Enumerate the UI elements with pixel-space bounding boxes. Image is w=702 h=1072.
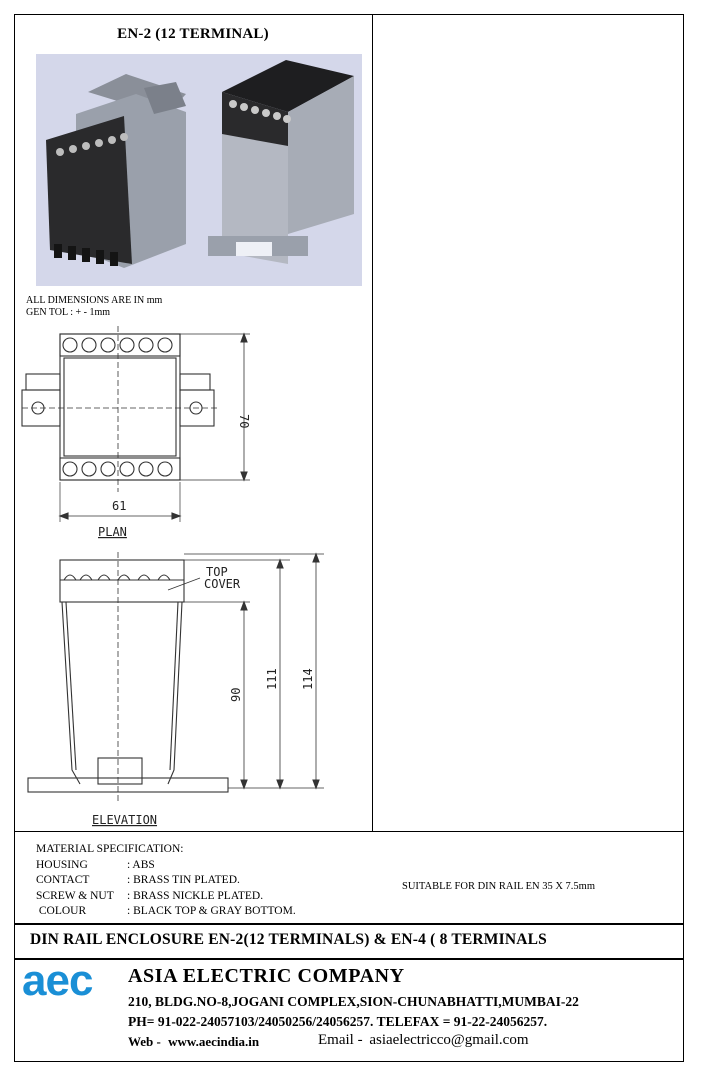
spec-key: COLOUR bbox=[36, 905, 87, 917]
material-spec-title: MATERIAL SPECIFICATION: bbox=[36, 843, 184, 855]
company-email-row bbox=[318, 1032, 528, 1049]
elevation-dimension-114: 114 bbox=[301, 668, 315, 690]
section-divider-heading-top bbox=[14, 923, 684, 925]
company-phone: PH= 91-022-24057103/24050256/24056257. TELEFAX = 91-22-24056257. bbox=[128, 1014, 548, 1029]
dimensions-note: ALL DIMENSIONS ARE IN mm bbox=[26, 295, 163, 306]
spec-row bbox=[36, 873, 296, 889]
spec-row bbox=[36, 904, 296, 920]
elevation-dimension-90: 90 bbox=[229, 687, 243, 702]
spec-row bbox=[36, 858, 296, 874]
top-cover-label-line1: TOP bbox=[206, 565, 228, 579]
spec-value: : BRASS NICKLE PLATED. bbox=[127, 889, 264, 902]
company-name: ASIA ELECTRIC COMPANY bbox=[128, 965, 405, 987]
company-address: 210, BLDG.NO-8,JOGANI COMPLEX,SION-CHUNABHATTI,MUMBAI-22 bbox=[128, 994, 579, 1009]
material-specification bbox=[36, 842, 296, 920]
email-label: Email - bbox=[318, 1032, 363, 1048]
elevation-dimension-111: 111 bbox=[265, 668, 279, 690]
web-label: Web - bbox=[128, 1034, 161, 1049]
spec-key: HOUSING bbox=[36, 858, 88, 871]
company-web-row bbox=[128, 1034, 259, 1050]
product-photo bbox=[36, 54, 362, 286]
plan-label: PLAN bbox=[98, 525, 127, 539]
spec-key: SCREW & NUT bbox=[36, 889, 114, 902]
spec-value: : ABS bbox=[127, 858, 155, 871]
aec-logo bbox=[22, 955, 122, 1007]
plan-height-dimension: 70 bbox=[237, 414, 251, 429]
column-divider bbox=[372, 14, 373, 832]
spec-key: CONTACT bbox=[36, 874, 90, 886]
email-link[interactable]: asiaelectricco@gmail.com bbox=[369, 1032, 529, 1048]
din-rail-note: SUITABLE FOR DIN RAIL EN 35 X 7.5mm bbox=[402, 881, 596, 892]
spec-value: : BRASS TIN PLATED. bbox=[127, 874, 240, 886]
main-heading: DIN RAIL ENCLOSURE EN-2(12 TERMINALS) & EN-4 ( 8 TERMINALS bbox=[30, 931, 547, 948]
technical-drawing bbox=[18, 322, 368, 832]
tolerance-note: GEN TOL : + - 1mm bbox=[26, 307, 111, 318]
product-title: EN-2 (12 TERMINAL) bbox=[117, 26, 269, 42]
spec-value: : BLACK TOP & GRAY BOTTOM. bbox=[127, 905, 296, 917]
top-cover-label-line2: COVER bbox=[204, 577, 241, 591]
elevation-label: ELEVATION bbox=[92, 813, 158, 827]
web-link[interactable]: www.aecindia.in bbox=[168, 1034, 260, 1049]
spec-row bbox=[36, 889, 296, 905]
plan-width-dimension: 61 bbox=[112, 499, 127, 513]
svg-text:aec: aec bbox=[22, 956, 93, 1005]
